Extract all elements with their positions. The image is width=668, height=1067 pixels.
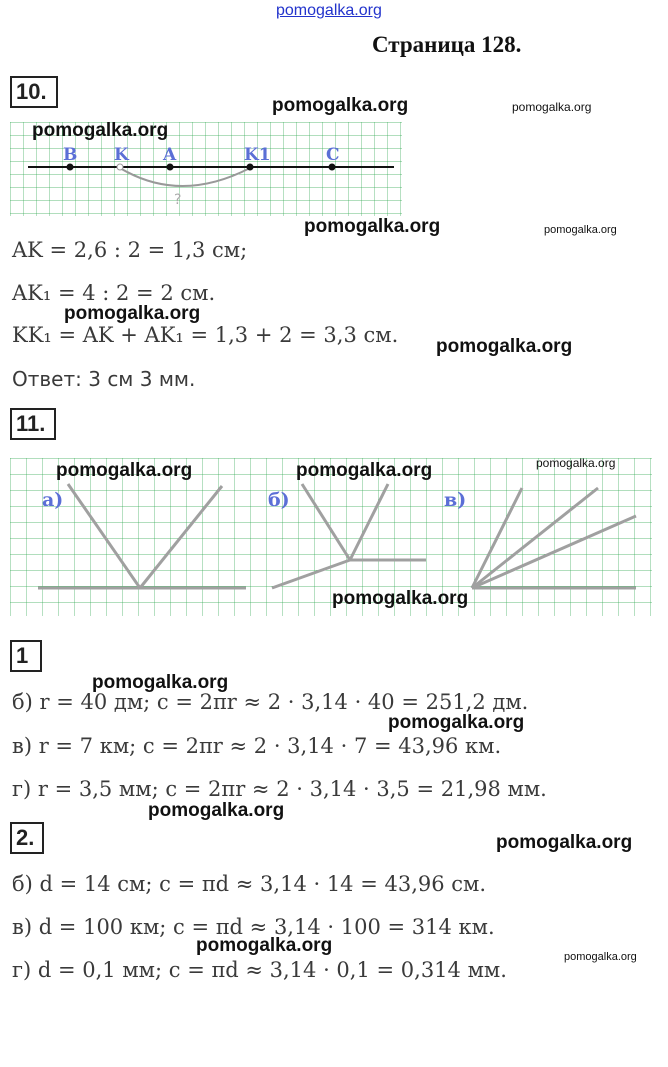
task2-line-3: г) d = 0,1 мм; c = πd ≈ 3,14 · 0,1 = 0,314 мм. [12, 958, 507, 982]
watermark: pomogalka.org [296, 460, 433, 481]
watermark: pomogalka.org [436, 336, 573, 357]
task10-line-2: AK₁ = 4 : 2 = 2 см. [12, 281, 216, 305]
watermark: pomogalka.org [92, 672, 229, 693]
watermark: pomogalka.org [512, 100, 592, 114]
watermark: pomogalka.org [56, 460, 193, 481]
task10-answer: Ответ: 3 см 3 мм. [12, 367, 196, 391]
task11-number: 11. [10, 408, 56, 440]
task10-number: 10. [10, 76, 58, 108]
watermark: pomogalka.org [196, 935, 333, 956]
page-title: Страница 128. [372, 32, 522, 57]
label-a: A [163, 145, 177, 165]
watermark: pomogalka.org [272, 95, 409, 116]
watermark: pomogalka.org [332, 588, 469, 609]
site-header-link[interactable]: pomogalka.org [276, 2, 382, 19]
task10-line-1: AK = 2,6 : 2 = 1,3 см; [12, 238, 248, 262]
watermark: pomogalka.org [388, 712, 525, 733]
watermark: pomogalka.org [544, 224, 617, 236]
task1-number: 1 [10, 640, 42, 672]
label-k: K [114, 145, 129, 165]
task1-line-3: г) r = 3,5 мм; c = 2πr ≈ 2 · 3,14 · 3,5 = 21,98 мм. [12, 777, 547, 801]
label-b: B [63, 145, 78, 165]
task2-line-2: в) d = 100 км; c = πd ≈ 3,14 · 100 = 314 км. [12, 915, 495, 939]
watermark: pomogalka.org [64, 303, 201, 324]
watermark: pomogalka.org [148, 800, 285, 821]
task1-line-2: в) r = 7 км; c = 2πr ≈ 2 · 3,14 · 7 = 43,96 км. [12, 734, 502, 758]
label-a-variant: а) [42, 489, 64, 511]
task2-line-1: б) d = 14 см; c = πd ≈ 3,14 · 14 = 43,96 см. [12, 872, 487, 896]
watermark: pomogalka.org [32, 120, 169, 141]
task2-number: 2. [10, 822, 44, 854]
task10-line-3: KK₁ = AK + AK₁ = 1,3 + 2 = 3,3 см. [12, 323, 399, 347]
watermark: pomogalka.org [564, 951, 637, 963]
watermark: pomogalka.org [304, 216, 441, 237]
task1-line-1: б) r = 40 дм; c = 2πr ≈ 2 · 3,14 · 40 = 251,2 дм. [12, 690, 529, 714]
label-c-variant: в) [444, 489, 467, 511]
label-c: C [326, 145, 340, 165]
label-k1: K1 [244, 145, 271, 165]
watermark: pomogalka.org [496, 832, 633, 853]
question-mark: ? [174, 192, 182, 208]
watermark: pomogalka.org [536, 456, 616, 470]
label-b-variant: б) [268, 489, 290, 511]
